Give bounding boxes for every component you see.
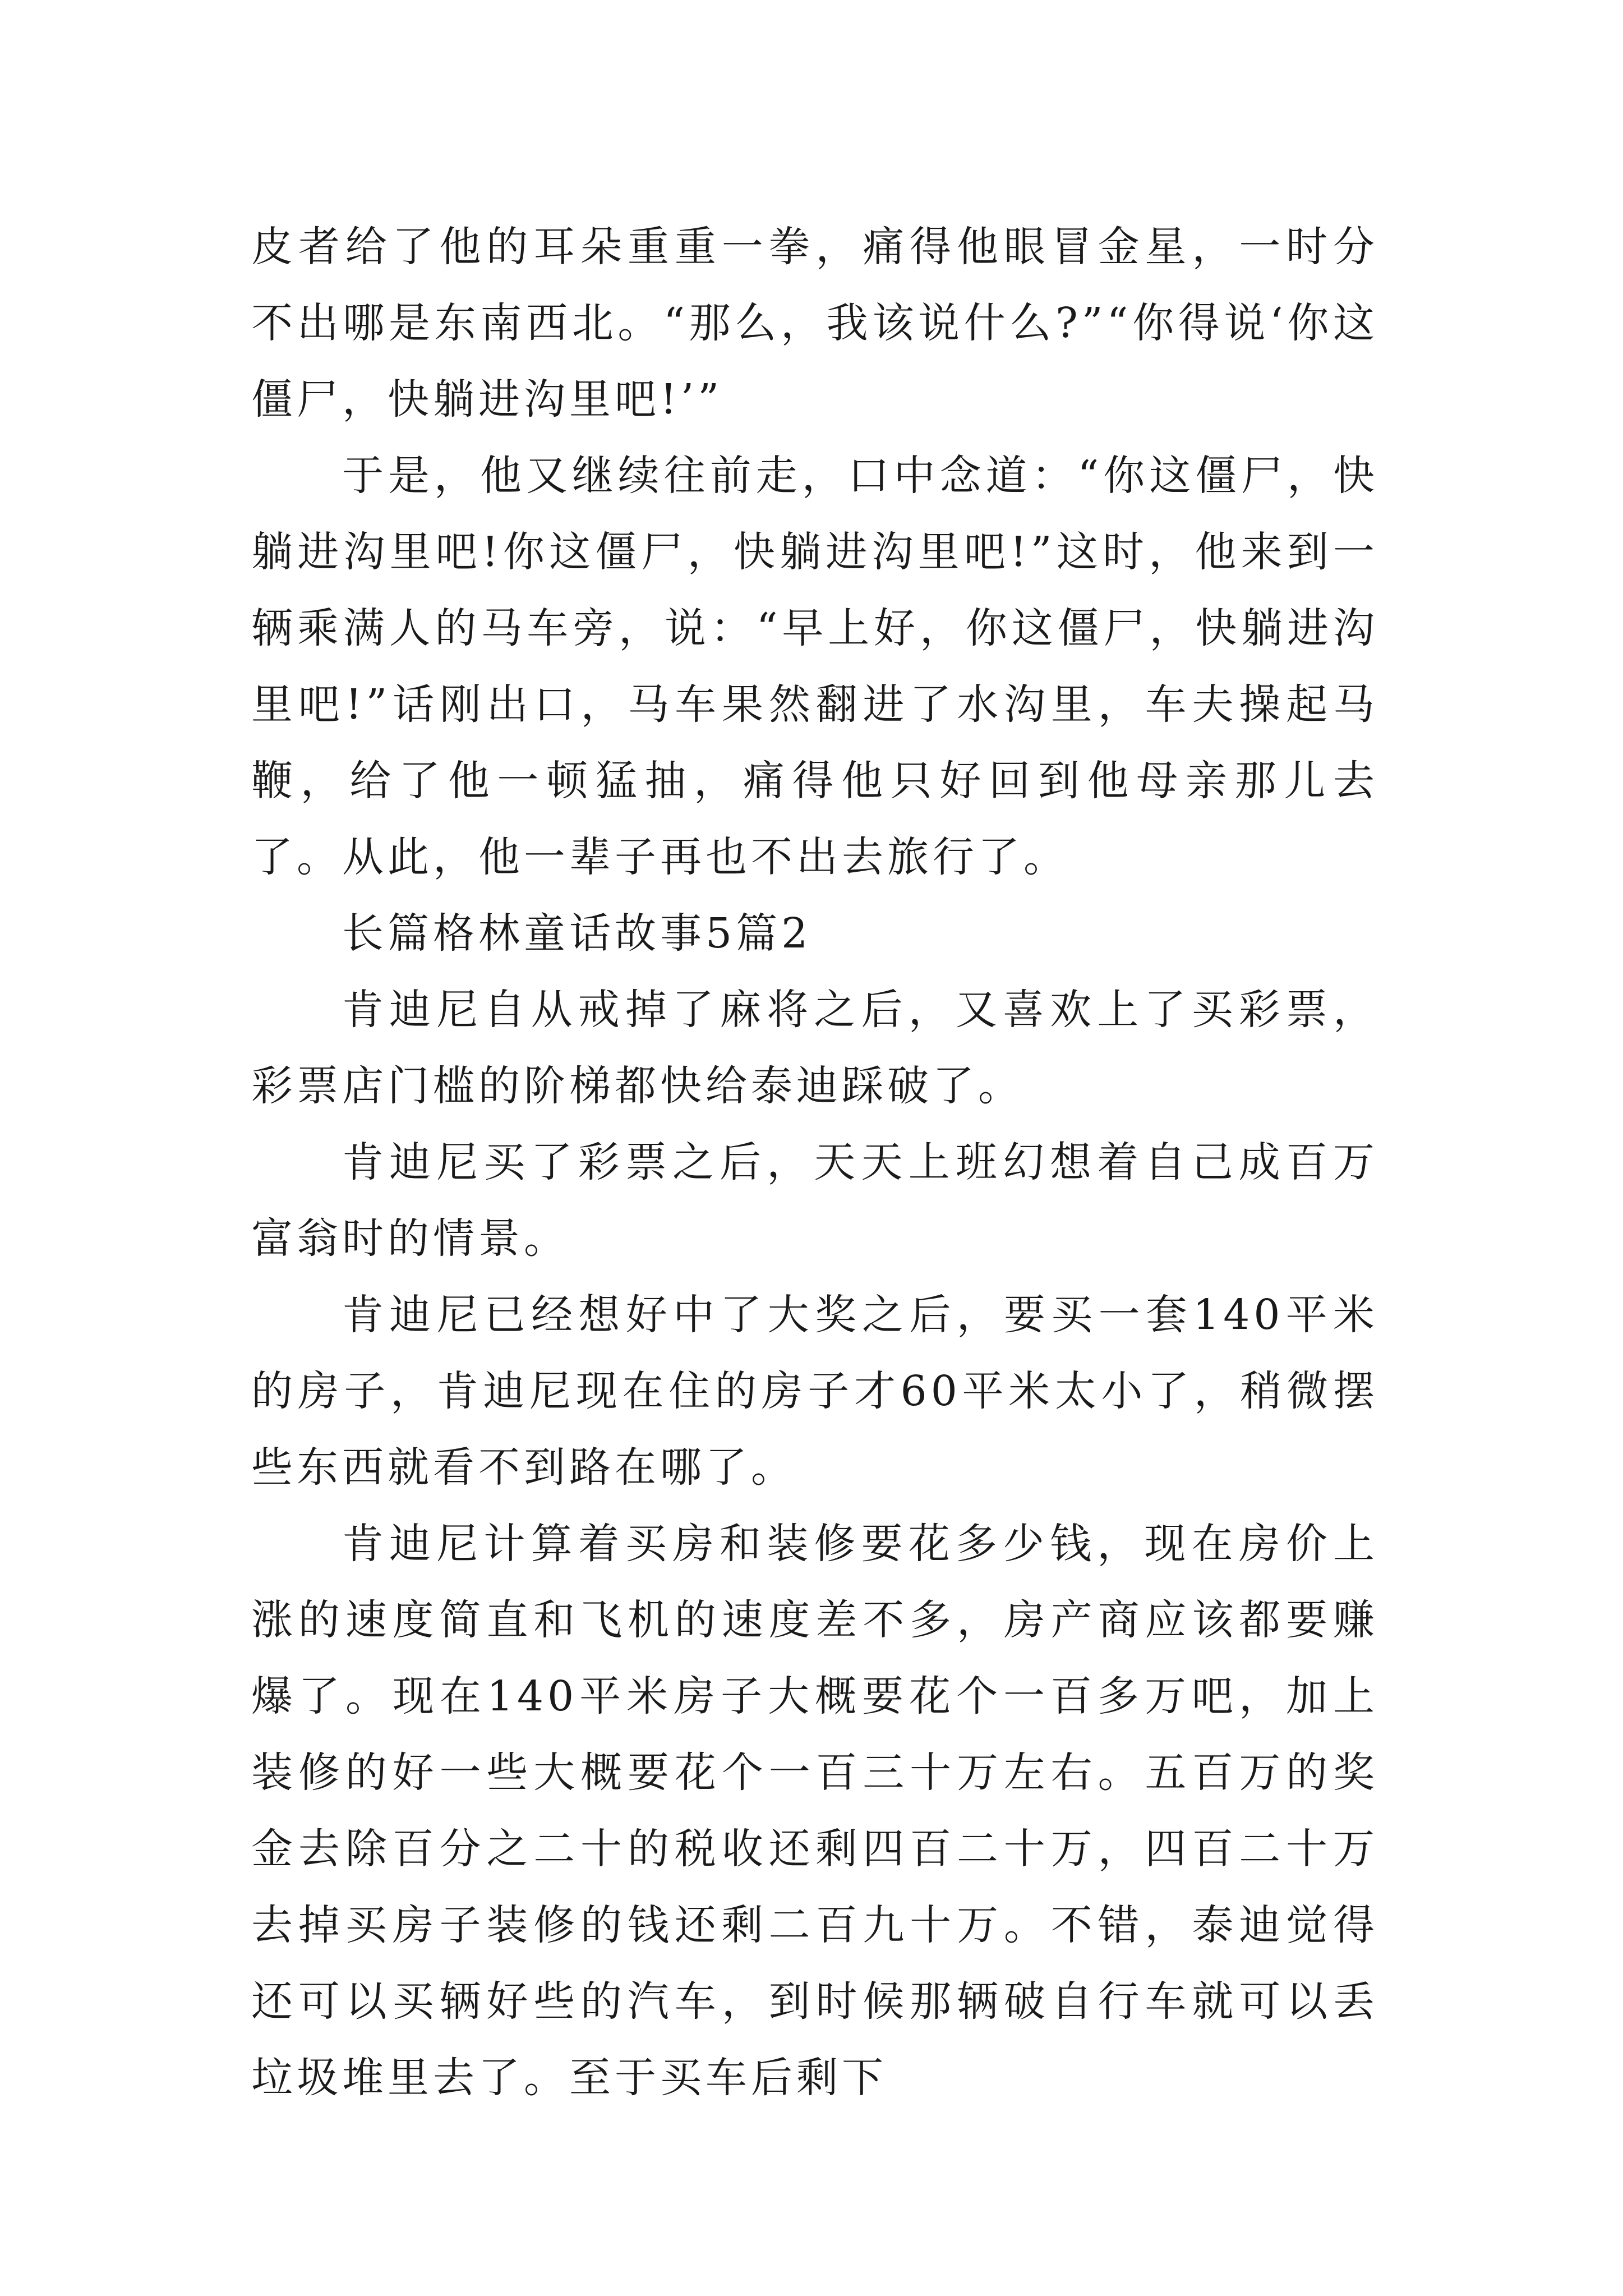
document-body xyxy=(251,209,1378,2116)
paragraph-house-plan: 肯迪尼已经想好中了大奖之后，要买一套140平米的房子，肯迪尼现在住的房子才60平米太小了，稍微摆些东西就看不到路在哪了。 xyxy=(251,1291,1378,1492)
paragraph-cost-calculation: 肯迪尼计算着买房和装修要花多少钱，现在房价上涨的速度简直和飞机的速度差不多，房产商应该都要赚爆了。现在140平米房子大概要花个一百多万吧，加上装修的好一些大概要花个一百三十万左右。五百万的奖金去除百分之二十的税收还剩四百二十万，四百二十万去掉买房子装修的钱还剩二百九十万。不错，泰迪觉得还可以买辆好些的汽车，到时候那辆破自行车就可以丢垃圾堆里去了。至于买车后剩下 xyxy=(251,1520,1378,2102)
section-heading: 长篇格林童话故事5篇2 xyxy=(342,909,812,958)
paragraph-daydream: 肯迪尼买了彩票之后，天天上班幻想着自己成百万富翁时的情景。 xyxy=(251,1138,1378,1263)
paragraph-stiff-corpse: 于是，他又继续往前走，口中念道：“你这僵尸，快躺进沟里吧!你这僵尸，快躺进沟里吧!”这时，他来到一辆乘满人的马车旁，说：“早上好，你这僵尸，快躺进沟里吧!”话刚出口，马车果然翻进了水沟里，车夫操起马鞭，给了他一顿猛抽，痛得他只好回到他母亲那儿去了。从此，他一辈子再也不出去旅行了。 xyxy=(251,452,1378,881)
continued-paragraph: 皮者给了他的耳朵重重一拳，痛得他眼冒金星，一时分不出哪是东南西北。“那么，我该说什么?”“你得说‘你这僵尸，快躺进沟里吧!’” xyxy=(251,223,1378,424)
paragraph-lottery-habit: 肯迪尼自从戒掉了麻将之后，又喜欢上了买彩票，彩票店门槛的阶梯都快给泰迪踩破了。 xyxy=(251,986,1378,1110)
